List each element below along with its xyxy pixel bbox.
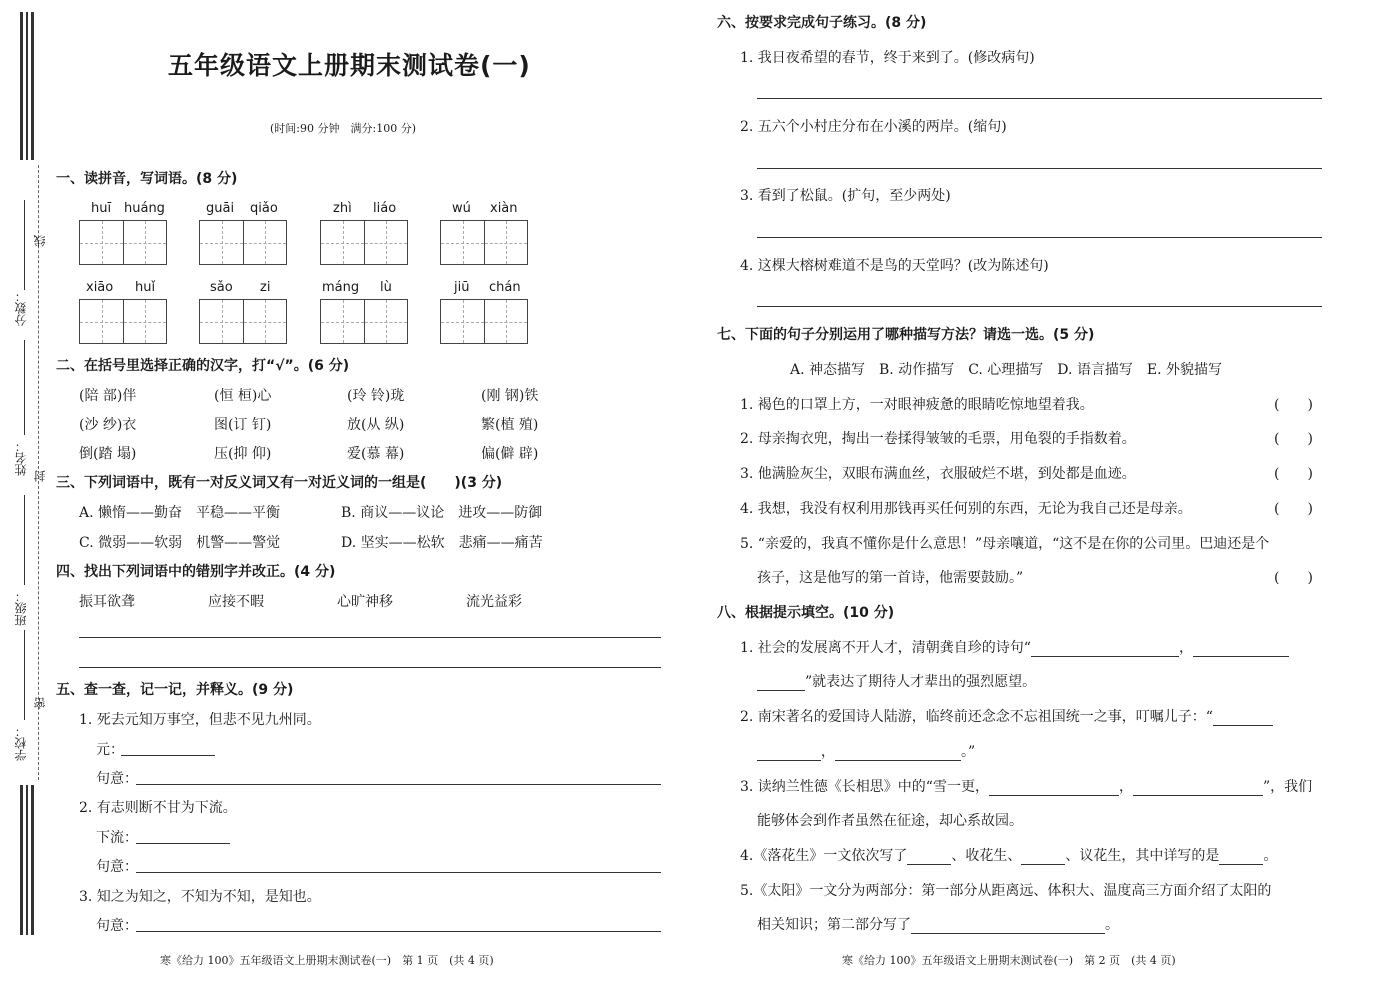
answer-line[interactable]: [757, 237, 1322, 238]
answer-paren[interactable]: ( ): [1274, 501, 1313, 517]
fill-text: 1. 社会的发展离不开人才，清朝龚自珍的诗句“: [740, 640, 1031, 656]
answer-line[interactable]: [136, 843, 230, 844]
fill-question: [757, 671, 1036, 691]
blank[interactable]: [911, 919, 1105, 934]
exam-subtitle: (时间:90 分钟 满分:100 分): [270, 122, 416, 135]
option-b[interactable]: B. 商议——议论 进攻——防御: [341, 505, 543, 521]
writing-grid[interactable]: [320, 220, 408, 265]
binding-bar-bottom: [20, 785, 23, 935]
choice-item[interactable]: (陪 部)伴: [79, 388, 137, 404]
choice-item[interactable]: 放(从 纵): [347, 417, 405, 433]
section-8-heading: 八、根据提示填空。(10 分): [717, 605, 895, 621]
writing-grid[interactable]: [79, 220, 167, 265]
answer-line[interactable]: [136, 931, 661, 932]
question-text: 1. 我日夜希望的春节，终于来到了。(修改病句): [740, 50, 1035, 66]
pinyin: zi: [260, 280, 271, 295]
class-underline: [24, 495, 25, 585]
footer-left: 寒《给力 100》五年级语文上册期末测试卷(一) 第 1 页 (共 4 页): [160, 954, 494, 967]
idiom-item: 心旷神移: [337, 594, 393, 610]
question-text: 3. 他满脸灰尘，双眼布满血丝，衣服破烂不堪，到处都是血迹。: [740, 466, 1136, 482]
fill-text: ，: [1178, 640, 1193, 656]
pinyin: huǐ: [135, 280, 156, 295]
question-text: 2. 有志则断不甘为下流。: [79, 800, 237, 816]
score-label: 分数：: [14, 290, 28, 326]
choice-item[interactable]: 爱(慕 幕): [347, 446, 405, 462]
label: 句意：: [96, 859, 138, 875]
fill-text: ，: [1118, 779, 1133, 795]
answer-paren[interactable]: ( ): [1274, 431, 1313, 447]
class-label: 班级：: [14, 590, 28, 626]
choice-item[interactable]: 图(订 钉): [214, 417, 272, 433]
blank[interactable]: [1021, 850, 1065, 865]
blank[interactable]: [1133, 781, 1263, 796]
choice-item[interactable]: (恒 桓)心: [214, 388, 272, 404]
fill-question: [740, 845, 1277, 865]
answer-line[interactable]: [79, 637, 661, 638]
section-6-heading: 六、按要求完成句子练习。(8 分): [717, 15, 927, 31]
pinyin: sǎo: [210, 280, 233, 295]
pinyin: xiāo: [86, 280, 114, 295]
writing-grid[interactable]: [79, 299, 167, 344]
answer-line[interactable]: [136, 872, 661, 873]
label: 下流：: [96, 830, 138, 846]
seal-char: 封: [33, 470, 47, 482]
school-underline: [24, 630, 25, 720]
option-a[interactable]: A. 懒惰——勤奋 平稳——平衡: [79, 505, 281, 521]
question-text: 4. 这棵大榕树难道不是鸟的天堂吗？(改为陈述句): [740, 258, 1049, 274]
idiom-item: 振耳欲聋: [79, 594, 135, 610]
pinyin: xiàn: [490, 201, 518, 216]
pinyin: zhì: [333, 201, 352, 216]
question-text: 5. “亲爱的，我真不懂你是什么意思！”母亲嚷道，“这不是在你的公司里。巴迪还是个: [740, 536, 1270, 552]
section-4-heading: 四、找出下列词语中的错别字并改正。(4 分): [56, 564, 336, 580]
fill-text: 。”: [961, 744, 976, 760]
answer-line[interactable]: [136, 784, 661, 785]
answer-line[interactable]: [757, 306, 1322, 307]
question-text: 2. 母亲掏衣兜，掏出一卷揉得皱皱的毛票，用龟裂的手指数着。: [740, 431, 1136, 447]
fill-question: [757, 914, 1119, 934]
pinyin: liáo: [373, 201, 397, 216]
label: 元：: [96, 742, 124, 758]
fill-question: [740, 776, 1312, 796]
school-label: 学校：: [14, 725, 28, 761]
line-char: 线: [33, 235, 47, 247]
writing-grid[interactable]: [440, 299, 528, 344]
binding-bar-bottom-3: [31, 785, 34, 935]
question-text: 3. 看到了松鼠。(扩句，至少两处): [740, 188, 951, 204]
blank[interactable]: [1193, 642, 1289, 657]
method-options: A. 神态描写 B. 动作描写 C. 心理描写 D. 语言描写 E. 外貌描写: [790, 362, 1223, 378]
section-1-heading: 一、读拼音，写词语。(8 分): [56, 171, 238, 187]
binding-bar-top: [20, 12, 23, 160]
idiom-item: 应接不暇: [208, 594, 264, 610]
binding-bar-top-3: [31, 12, 34, 160]
blank[interactable]: [757, 676, 805, 691]
fill-text: 。: [1105, 917, 1119, 933]
fill-text: ”，我们: [1262, 779, 1313, 795]
question-text: 4. 我想，我没有权利用那钱再买任何别的东西，无论为我自己还是母亲。: [740, 501, 1192, 517]
blank[interactable]: [1031, 642, 1179, 657]
footer-right: 寒《给力 100》五年级语文上册期末测试卷(一) 第 2 页 (共 4 页): [842, 954, 1176, 967]
answer-paren[interactable]: ( ): [1274, 397, 1313, 413]
pinyin: huī: [91, 201, 112, 216]
writing-grid[interactable]: [440, 220, 528, 265]
question-text: 孩子，这是他写的第一首诗，他需要鼓励。”: [757, 570, 1024, 586]
pinyin: máng: [322, 280, 360, 295]
pinyin: wú: [452, 201, 471, 216]
question-text: 1. 褐色的口罩上方，一对眼神疲惫的眼睛吃惊地望着我。: [740, 397, 1094, 413]
fill-question: [740, 637, 1289, 657]
fill-question: 能够体会到作者虽然在征途，却心系故园。: [757, 813, 1023, 829]
answer-line[interactable]: [121, 755, 215, 756]
fill-text: 。: [1263, 848, 1278, 864]
name-underline: [24, 340, 25, 435]
choice-item[interactable]: (玲 铃)珑: [347, 388, 405, 404]
question-text: 1. 死去元知万事空，但悲不见九州同。: [79, 712, 321, 728]
binding-bar-top-2: [26, 12, 28, 160]
answer-line[interactable]: [757, 98, 1322, 99]
fill-question: [740, 706, 1273, 726]
blank[interactable]: [989, 781, 1119, 796]
section-7-heading: 七、下面的句子分别运用了哪种描写方法？请选一选。(5 分): [717, 327, 1095, 343]
page-title: 五年级语文上册期末测试卷(一): [168, 51, 531, 80]
pinyin: huáng: [124, 201, 165, 216]
writing-grid[interactable]: [320, 299, 408, 344]
writing-grid[interactable]: [199, 220, 287, 265]
fill-text: 4.《落花生》一文依次写了: [740, 848, 908, 864]
fill-text: 3. 读纳兰性德《长相思》中的“雪一更，: [740, 779, 989, 795]
pinyin: qiǎo: [250, 201, 278, 216]
question-text: 3. 知之为知之，不知为不知，是知也。: [79, 889, 321, 905]
blank[interactable]: [1213, 711, 1273, 726]
blank[interactable]: [757, 746, 821, 761]
choice-item[interactable]: 倒(踏 塌): [79, 446, 137, 462]
answer-paren[interactable]: ( ): [1274, 466, 1313, 482]
label: 句意：: [96, 771, 138, 787]
answer-line[interactable]: [79, 667, 661, 668]
blank[interactable]: [907, 850, 951, 865]
score-underline: [24, 200, 25, 290]
answer-paren[interactable]: ( ): [1274, 570, 1313, 586]
binding-bar-bottom-2: [26, 785, 28, 935]
pinyin: jiū: [454, 280, 470, 295]
choice-item[interactable]: 压(抑 仰): [214, 446, 272, 462]
fill-text: ，: [821, 744, 835, 760]
blank[interactable]: [1219, 850, 1263, 865]
idiom-item: 流光益彩: [466, 594, 522, 610]
choice-item[interactable]: 偏(僻 辟): [481, 446, 539, 462]
secret-char: 密: [33, 697, 47, 709]
fill-text: 、收花生、: [951, 848, 1022, 864]
choice-item[interactable]: 繁(植 殖): [481, 417, 539, 433]
section-5-heading: 五、查一查，记一记，并释义。(9 分): [56, 682, 294, 698]
pinyin: chán: [489, 280, 521, 295]
choice-item[interactable]: (刚 钢)铁: [481, 388, 539, 404]
fill-text: 2. 南宋著名的爱国诗人陆游，临终前还念念不忘祖国统一之事，叮嘱儿子：“: [740, 709, 1213, 725]
fill-question: 5.《太阳》一文分为两部分：第一部分从距离远、体积大、温度高三方面介绍了太阳的: [740, 883, 1272, 899]
pinyin: guāi: [206, 201, 235, 216]
section-2-heading: 二、在括号里选择正确的汉字，打“√”。(6 分): [56, 358, 350, 374]
fill-question: [757, 741, 975, 761]
section-3-heading: 三、下列词语中，既有一对反义词又有一对近义词的一组是( )(3 分): [56, 475, 503, 491]
question-text: 2. 五六个小村庄分布在小溪的两岸。(缩句): [740, 119, 1007, 135]
blank[interactable]: [835, 746, 961, 761]
fill-text: 、议花生，其中详写的是: [1065, 848, 1220, 864]
label: 句意：: [96, 918, 138, 934]
name-label: 姓名：: [14, 440, 28, 476]
fill-text: 相关知识；第二部分写了: [757, 917, 911, 933]
pinyin: lù: [380, 280, 392, 295]
writing-grid[interactable]: [199, 299, 287, 344]
option-d[interactable]: D. 坚实——松软 悲痛——痛苦: [341, 535, 543, 551]
fill-text: ”就表达了期待人才辈出的强烈愿望。: [805, 674, 1037, 690]
choice-item[interactable]: (沙 纱)衣: [79, 417, 137, 433]
option-c[interactable]: C. 微弱——软弱 机警——警觉: [79, 535, 281, 551]
answer-line[interactable]: [757, 168, 1322, 169]
